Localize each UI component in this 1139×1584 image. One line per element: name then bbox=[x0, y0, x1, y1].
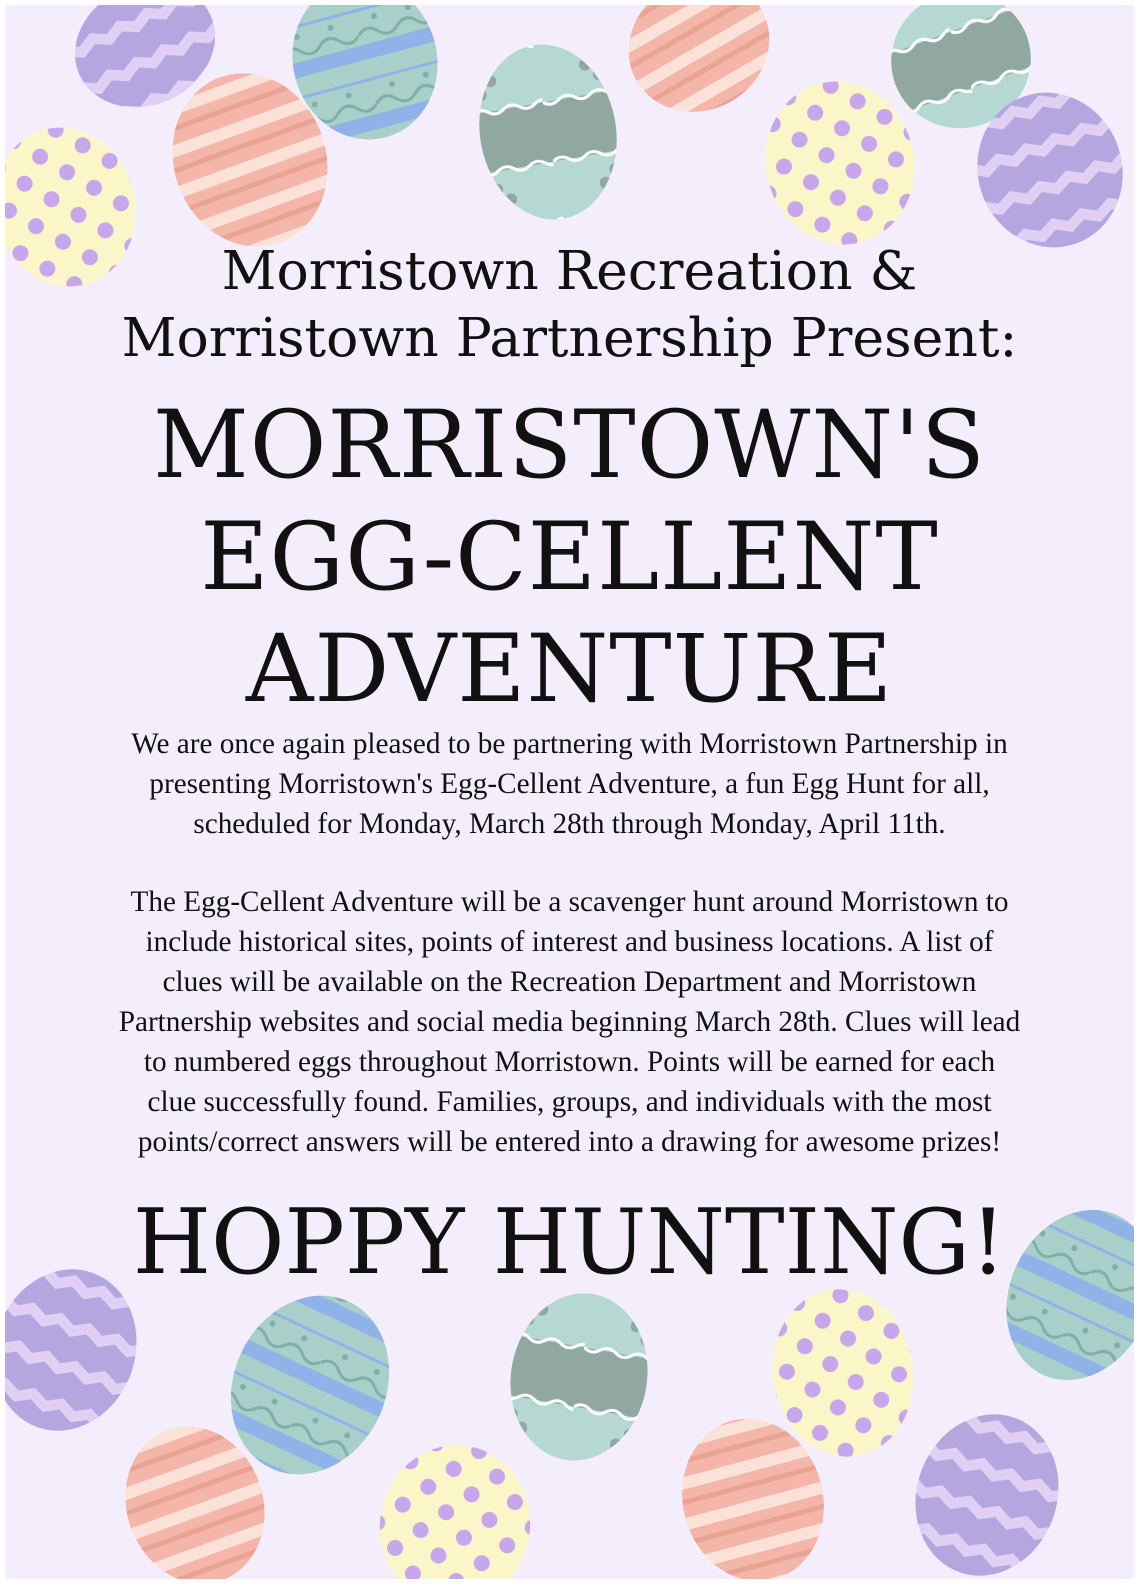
poster bbox=[5, 5, 1134, 1579]
title-line: EGG-CELLENT bbox=[200, 503, 939, 612]
presenters-line: Morristown Recreation & bbox=[221, 239, 918, 302]
title-line: ADVENTURE bbox=[245, 615, 894, 724]
details-paragraph bbox=[5, 882, 1134, 1162]
presenters-line: Morristown Partnership Present: bbox=[121, 306, 1018, 369]
paragraph-line: Partnership websites and social media beginning March 28th. Clues will lead bbox=[118, 1006, 1021, 1038]
paragraph-line: clues will be available on the Recreation Department and Morristown bbox=[162, 966, 977, 998]
paragraph-line: scheduled for Monday, March 28th through Monday, April 11th. bbox=[193, 808, 946, 840]
egg-zigzag-bottom-right bbox=[893, 1394, 1081, 1579]
closing-heading: HOPPY HUNTING! bbox=[132, 1191, 1007, 1295]
paragraph-line: presenting Morristown's Egg-Cellent Adventure, a fun Egg Hunt for all, bbox=[149, 768, 990, 800]
egg-flower-bottom bbox=[497, 1282, 660, 1471]
intro-paragraph bbox=[5, 724, 1134, 844]
paragraph-line: The Egg-Cellent Adventure will be a scavenger hunt around Morristown to bbox=[130, 886, 1009, 918]
paragraph-line: include historical sites, points of interest and business locations. A list of bbox=[145, 926, 994, 958]
paragraph-line: We are once again pleased to be partnering with Morristown Partnership in bbox=[131, 728, 1008, 760]
title-line: MORRISTOWN'S bbox=[152, 391, 986, 500]
paragraph-line: to numbered eggs throughout Morristown. Points will be earned for each bbox=[143, 1046, 996, 1078]
egg-stripe-top bbox=[604, 5, 794, 137]
event-title bbox=[5, 390, 1134, 726]
presenters-heading bbox=[5, 237, 1134, 371]
paragraph-line: clue successfully found. Families, groups, and individuals with the most bbox=[147, 1086, 992, 1118]
paragraph-line: points/correct answers will be entered into a drawing for awesome prizes! bbox=[137, 1126, 1002, 1158]
egg-dots-bottom bbox=[367, 1433, 543, 1579]
egg-flower-upper bbox=[466, 34, 630, 231]
